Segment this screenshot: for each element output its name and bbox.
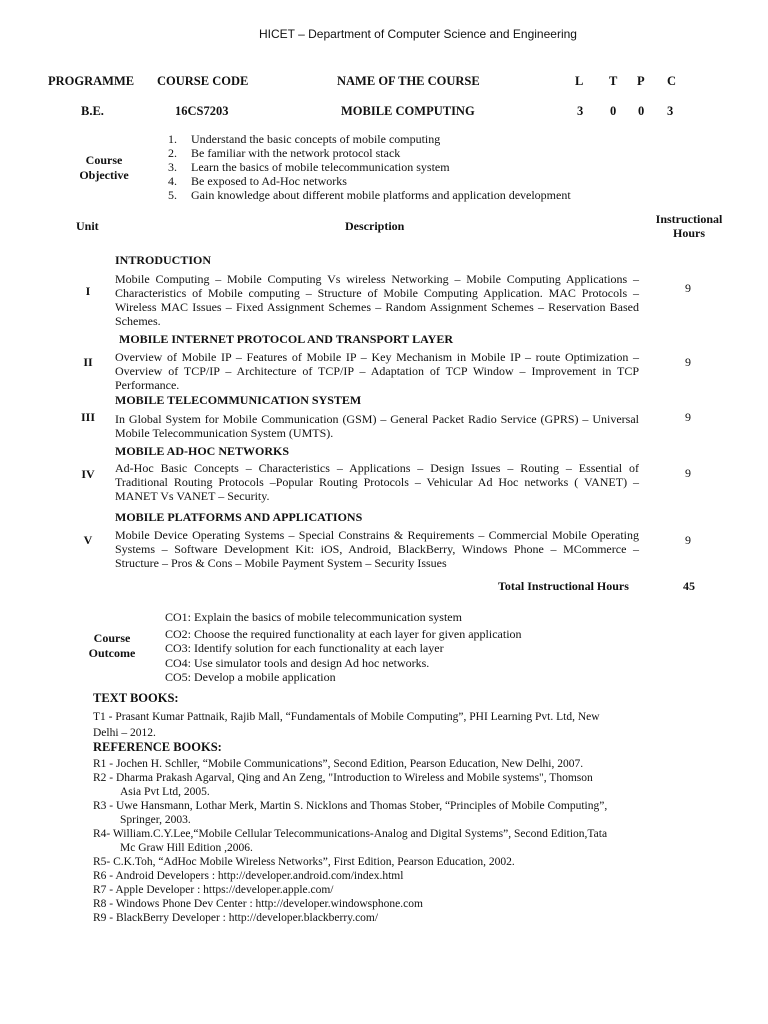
text-book-t1 bbox=[93, 709, 693, 741]
course-objective-list bbox=[168, 132, 688, 202]
l-value: 3 bbox=[577, 104, 584, 118]
unit-2-number: II bbox=[83, 355, 93, 369]
unit-1-title: INTRODUCTION bbox=[115, 253, 212, 267]
reference-item bbox=[93, 911, 693, 925]
course-outcome-list bbox=[165, 610, 522, 685]
reference-line: R3 - Uwe Hansmann, Lothar Merk, Martin S. Nicklons and Thomas Stober, “Principles of Mobile Computing”, bbox=[93, 800, 608, 812]
unit-2-hours: 9 bbox=[685, 355, 691, 369]
unit-2-title: MOBILE INTERNET PROTOCOL AND TRANSPORT LAYER bbox=[119, 332, 453, 346]
objective-number: 4. bbox=[168, 174, 177, 188]
unit-1-description: Mobile Computing – Mobile Computing Vs wireless Networking – Mobile Computing Applications – Characteristics of Mobile computing – Structure of Mobile Computing Application. MAC Protocols –Wireless MAC Issues – Fixed Assignment Schemes – Random Assignment Schemes – Reservation Based Schemes. bbox=[115, 272, 639, 328]
reference-item bbox=[93, 799, 693, 827]
objective-item bbox=[168, 188, 688, 202]
unit-4-number: IV bbox=[81, 467, 95, 481]
objective-number: 5. bbox=[168, 188, 177, 202]
unit-5-number: V bbox=[83, 533, 93, 547]
outcome-item: CO5: Develop a mobile application bbox=[165, 670, 336, 684]
c-header: C bbox=[667, 74, 677, 88]
programme-header: PROGRAMME bbox=[48, 74, 135, 88]
course-code-value: 16CS7203 bbox=[175, 104, 229, 118]
t-value: 0 bbox=[610, 104, 617, 118]
reference-line: R9 - BlackBerry Developer : http://developer.blackberry.com/ bbox=[93, 912, 379, 924]
course-code-header: COURSE CODE bbox=[157, 74, 249, 88]
course-outcome-label bbox=[80, 631, 144, 661]
unit-2-description: Overview of Mobile IP – Features of Mobile IP – Key Mechanism in Mobile IP – route Optimization – Overview of TCP/IP – Architecture of TCP/IP – Adaptation of TCP Window – Improvement in TCP Performance. bbox=[115, 350, 639, 392]
unit-1-number: I bbox=[85, 284, 91, 298]
p-header: P bbox=[637, 74, 645, 88]
reference-line: R2 - Dharma Prakash Agarval, Qing and An Zeng, "Introduction to Wireless and Mobile systems", Thomson bbox=[93, 772, 593, 784]
unit-3-description: In Global System for Mobile Communication (GSM) – General Packet Radio Service (GPRS) – Universal Mobile Telecommunication System (UMTS). bbox=[115, 412, 639, 440]
course-objective-label-line1: Course bbox=[85, 153, 123, 167]
reference-line: R6 - Android Developers : http://developer.android.com/index.html bbox=[93, 870, 404, 882]
reference-books-list bbox=[93, 757, 693, 925]
outcome-item: CO2: Choose the required functionality at each layer for given application bbox=[165, 626, 522, 641]
unit-4-title: MOBILE AD-HOC NETWORKS bbox=[115, 444, 290, 458]
reference-line: R8 - Windows Phone Dev Center : http://developer.windowsphone.com bbox=[93, 898, 423, 910]
reference-item bbox=[93, 883, 693, 897]
reference-item bbox=[93, 869, 693, 883]
reference-line: R4- William.C.Y.Lee,“Mobile Cellular Telecommunications-Analog and Digital Systems”, Second Edition,Tata bbox=[93, 828, 608, 840]
unit-1-hours: 9 bbox=[685, 281, 691, 295]
reference-line: R1 - Jochen H. Schller, “Mobile Communications”, Second Edition, Pearson Education, New Delhi, 2007. bbox=[93, 758, 584, 770]
c-value: 3 bbox=[667, 104, 674, 118]
objective-text: Gain knowledge about different mobile platforms and application development bbox=[191, 188, 571, 202]
unit-3-title: MOBILE TELECOMMUNICATION SYSTEM bbox=[115, 393, 362, 407]
unit-5-hours: 9 bbox=[685, 533, 691, 547]
reference-item bbox=[93, 757, 693, 771]
reference-item bbox=[93, 827, 693, 855]
unit-5-description: Mobile Device Operating Systems – Special Constrains & Requirements – Commercial Mobile Operating Systems – Software Development Kit: iOS, Android, BlackBerry, Windows Phone – MCommerce – Structure – Pros & Cons – Mobile Payment System – Security Issues bbox=[115, 528, 639, 570]
objective-text: Be exposed to Ad-Hoc networks bbox=[191, 174, 347, 188]
total-hours-value: 45 bbox=[683, 579, 695, 593]
reference-item bbox=[93, 771, 693, 799]
reference-item bbox=[93, 897, 693, 911]
text-book-t1-line2: Delhi – 2012. bbox=[93, 727, 156, 739]
unit-4-hours: 9 bbox=[685, 466, 691, 480]
objective-text: Learn the basics of mobile telecommunication system bbox=[191, 160, 450, 174]
course-name-header: NAME OF THE COURSE bbox=[337, 74, 480, 88]
unit-4-description: Ad-Hoc Basic Concepts – Characteristics – Applications – Design Issues – Routing – Essential of Traditional Routing Protocols –Popular Routing Protocols – Vehicular Ad Hoc networks ( VANET) –MANET Vs VANET – Security. bbox=[115, 461, 639, 503]
text-book-t1-line1: T1 - Prasant Kumar Pattnaik, Rajib Mall, “Fundamentals of Mobile Computing”, PHI Learning Pvt. Ltd, New bbox=[93, 711, 600, 723]
course-objective-label-line2: Objective bbox=[79, 168, 129, 182]
outcome-item: CO4: Use simulator tools and design Ad hoc networks. bbox=[165, 655, 430, 670]
reference-continuation: Mc Graw Hill Edition ,2006. bbox=[120, 842, 253, 854]
reference-line: R7 - Apple Developer : https://developer.apple.com/ bbox=[93, 884, 334, 896]
outcome-item: CO1: Explain the basics of mobile telecommunication system bbox=[165, 610, 462, 624]
objective-number: 2. bbox=[168, 146, 177, 160]
p-value: 0 bbox=[638, 104, 645, 118]
l-header: L bbox=[575, 74, 584, 88]
t-header: T bbox=[609, 74, 618, 88]
objective-item bbox=[168, 174, 688, 188]
reference-item bbox=[93, 855, 693, 869]
unit-5-title: MOBILE PLATFORMS AND APPLICATIONS bbox=[115, 510, 363, 524]
objective-text: Be familiar with the network protocol stack bbox=[191, 146, 401, 160]
objective-text: Understand the basic concepts of mobile computing bbox=[191, 132, 441, 146]
text-books-title: TEXT BOOKS: bbox=[93, 691, 179, 705]
course-outcome-label-line1: Course bbox=[93, 631, 131, 645]
reference-line: R5- C.K.Toh, “AdHoc Mobile Wireless Networks”, First Edition, Pearson Education, 2002. bbox=[93, 856, 515, 868]
objective-item bbox=[168, 132, 688, 146]
hours-header-line2: Hours bbox=[672, 226, 705, 240]
reference-books-title: REFERENCE BOOKS: bbox=[93, 740, 222, 754]
hours-header bbox=[650, 212, 728, 240]
unit-3-number: III bbox=[80, 410, 95, 424]
page-title: HICET – Department of Computer Science and Engineering bbox=[259, 27, 577, 41]
course-name-value: MOBILE COMPUTING bbox=[341, 104, 475, 118]
programme-value: B.E. bbox=[81, 104, 104, 118]
unit-header: Unit bbox=[76, 219, 99, 233]
hours-header-line1: Instructional bbox=[655, 212, 723, 226]
description-header: Description bbox=[345, 219, 405, 233]
outcome-item: CO3: Identify solution for each functionality at each layer bbox=[165, 641, 444, 655]
reference-continuation: Springer, 2003. bbox=[120, 814, 191, 826]
unit-3-hours: 9 bbox=[685, 410, 691, 424]
objective-item bbox=[168, 146, 688, 160]
reference-continuation: Asia Pvt Ltd, 2005. bbox=[120, 786, 210, 798]
course-objective-label bbox=[72, 153, 136, 183]
objective-item bbox=[168, 160, 688, 174]
course-outcome-label-line2: Outcome bbox=[88, 646, 136, 660]
total-hours-label: Total Instructional Hours bbox=[498, 579, 629, 593]
objective-number: 1. bbox=[168, 132, 177, 146]
objective-number: 3. bbox=[168, 160, 177, 174]
